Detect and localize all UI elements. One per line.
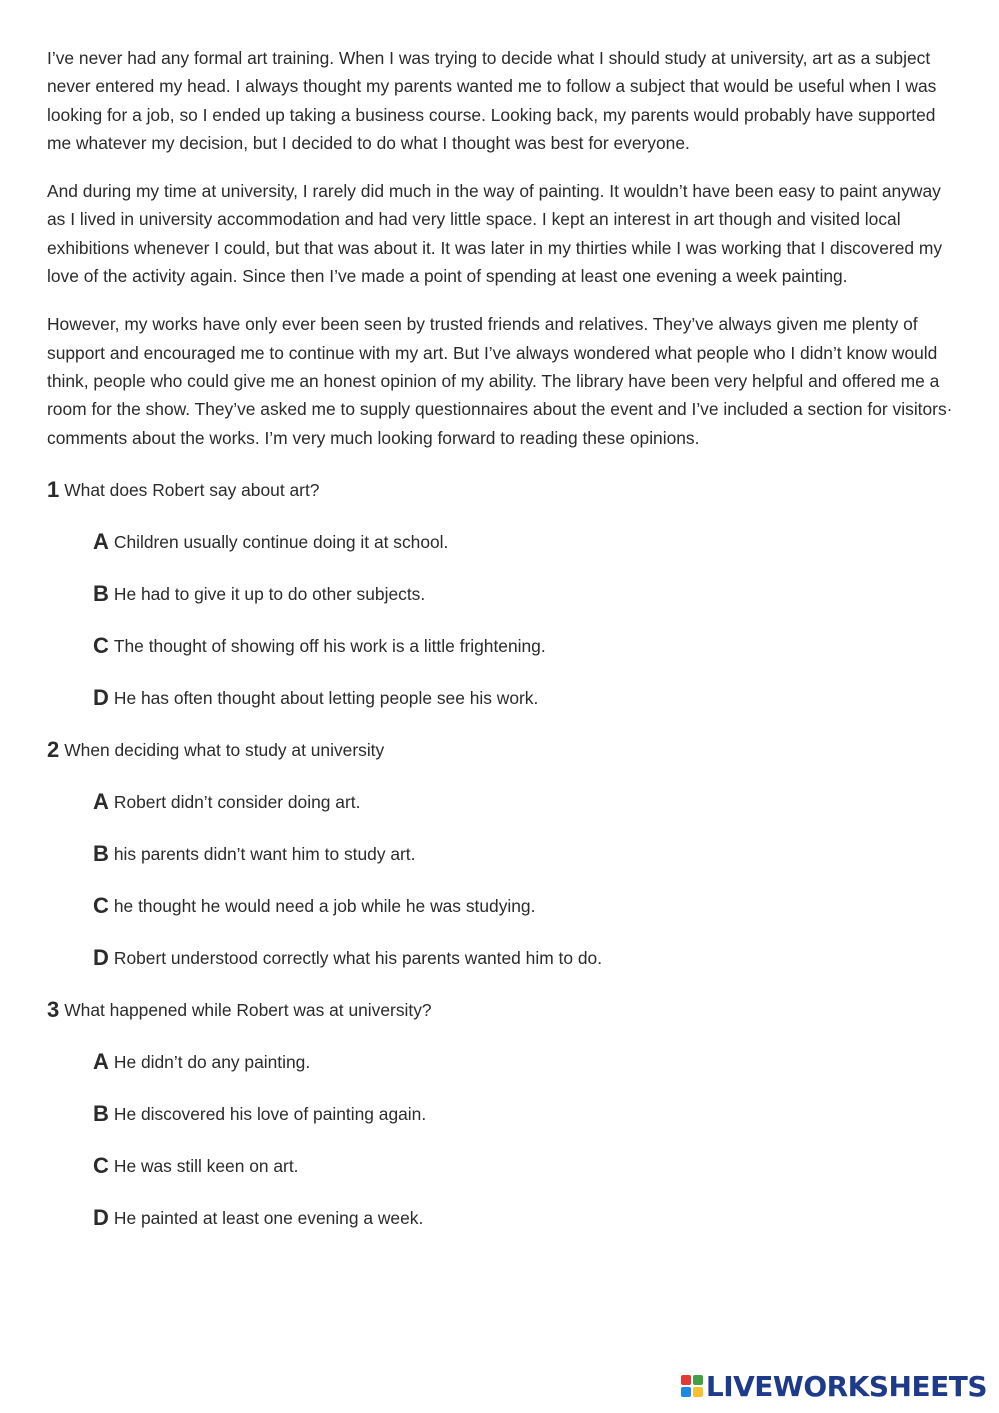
option-1c[interactable] bbox=[93, 632, 959, 684]
option-letter: D bbox=[93, 684, 109, 710]
option-text: He discovered his love of painting again. bbox=[113, 1103, 427, 1124]
option-text: his parents didn’t want him to study art. bbox=[113, 843, 416, 864]
option-letter: B bbox=[93, 1100, 109, 1126]
option-text: The thought of showing off his work is a little frightening. bbox=[113, 635, 546, 656]
option-1b[interactable] bbox=[93, 580, 959, 632]
option-2c[interactable] bbox=[93, 892, 959, 944]
option-text: He didn’t do any painting. bbox=[113, 1051, 311, 1072]
logo-square-yellow bbox=[693, 1387, 703, 1397]
option-text: He had to give it up to do other subjects. bbox=[113, 583, 426, 604]
option-letter: D bbox=[93, 1204, 109, 1230]
option-letter: A bbox=[93, 788, 109, 814]
question-number: 2 bbox=[47, 736, 60, 762]
option-1a[interactable] bbox=[93, 528, 959, 580]
passage-paragraph-1: I’ve never had any formal art training. When I was trying to decide what I should study at university, art as a subject never entered my head. I always thought my parents wanted me to follow a subject that would be useful when I was looking for a job, so I ended up taking a business course. Looking back, my parents would probably have supported me whatever my decision, but I decided to do what I thought was best for everyone. bbox=[47, 48, 937, 153]
option-letter: D bbox=[93, 944, 109, 970]
question-text: When deciding what to study at university bbox=[64, 739, 385, 760]
option-text: He was still keen on art. bbox=[113, 1155, 299, 1176]
liveworksheets-logo bbox=[681, 1371, 987, 1401]
logo-square-blue bbox=[681, 1387, 691, 1397]
liveworksheets-logo-icon bbox=[681, 1375, 703, 1397]
question-3 bbox=[47, 996, 959, 1048]
option-text: He has often thought about letting people see his work. bbox=[113, 687, 539, 708]
option-2a[interactable] bbox=[93, 788, 959, 840]
logo-text: LIVEWORKSHEETS bbox=[705, 1369, 987, 1403]
worksheet-page bbox=[47, 44, 959, 1256]
option-3a[interactable] bbox=[93, 1048, 959, 1100]
option-text: Robert didn’t consider doing art. bbox=[113, 791, 361, 812]
option-text: he thought he would need a job while he was studying. bbox=[113, 895, 536, 916]
question-number: 1 bbox=[47, 476, 60, 502]
option-2b[interactable] bbox=[93, 840, 959, 892]
option-letter: A bbox=[93, 528, 109, 554]
option-text: Robert understood correctly what his parents wanted him to do. bbox=[113, 947, 603, 968]
option-3b[interactable] bbox=[93, 1100, 959, 1152]
question-1 bbox=[47, 476, 959, 528]
option-letter: C bbox=[93, 892, 109, 918]
option-3d[interactable] bbox=[93, 1204, 959, 1256]
option-text: Children usually continue doing it at school. bbox=[113, 531, 449, 552]
option-letter: B bbox=[93, 840, 109, 866]
question-2 bbox=[47, 736, 959, 788]
passage-paragraph-3: However, my works have only ever been seen by trusted friends and relatives. They’ve always given me plenty of support and encouraged me to continue with my art. But I’ve always wondered what people who I didn’t know would think, people who could give me an honest opinion of my ability. The library have been very helpful and offered me a room for the show. They’ve asked me to supply questionnaires about the event and I’ve included a section for visitors· comments about the works. I’m very much looking forward to reading these opinions. bbox=[47, 314, 953, 448]
option-3c[interactable] bbox=[93, 1152, 959, 1204]
option-letter: B bbox=[93, 580, 109, 606]
option-letter: C bbox=[93, 632, 109, 658]
option-letter: C bbox=[93, 1152, 109, 1178]
option-text: He painted at least one evening a week. bbox=[113, 1207, 424, 1228]
option-letter: A bbox=[93, 1048, 109, 1074]
option-1d[interactable] bbox=[93, 684, 959, 736]
logo-square-green bbox=[693, 1375, 703, 1385]
passage-paragraph-2: And during my time at university, I rarely did much in the way of painting. It wouldn’t have been easy to paint anyway as I lived in university accommodation and had very little space. I kept an interest in art though and visited local exhibitions whenever I could, but that was about it. It was later in my thirties while I was working that I discovered my love of the activity again. Since then I’ve made a point of spending at least one evening a week painting. bbox=[47, 181, 943, 287]
option-2d[interactable] bbox=[93, 944, 959, 996]
question-number: 3 bbox=[47, 996, 60, 1022]
logo-square-red bbox=[681, 1375, 691, 1385]
question-text: What happened while Robert was at university? bbox=[64, 999, 432, 1020]
question-text: What does Robert say about art? bbox=[64, 479, 320, 500]
